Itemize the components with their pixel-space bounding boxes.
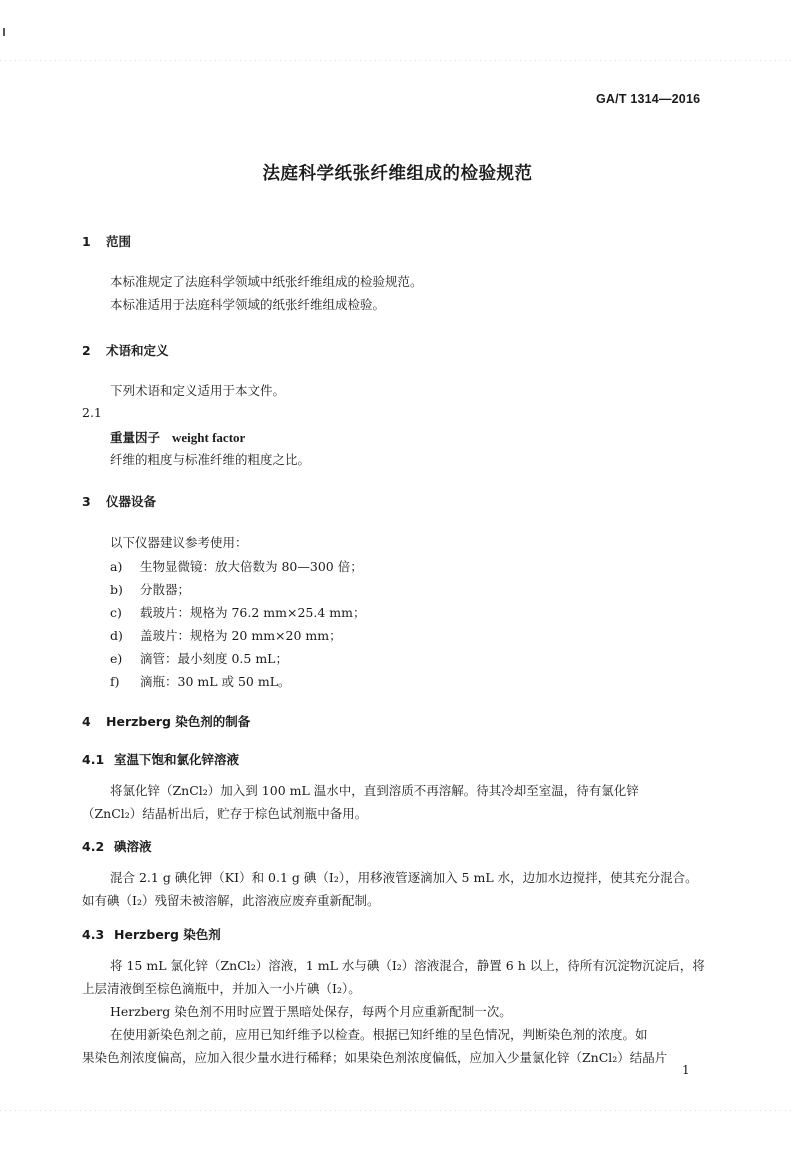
- list-marker: a): [110, 559, 123, 574]
- list-item: [110, 649, 288, 667]
- subsection-title: 碘溶液: [114, 839, 152, 854]
- paragraph-line: 将氯化锌（ZnCl₂）加入到 100 mL 温水中，直到溶质不再溶解。待其冷却至室温，待有氯化锌: [110, 783, 639, 798]
- list-text: 生物显微镜：放大倍数为 80—300 倍；: [140, 559, 363, 574]
- subsection-number: 4.1: [82, 752, 105, 767]
- paragraph-line: 将 15 mL 氯化锌（ZnCl₂）溶液，1 mL 水与碘（I₂）溶液混合，静置 6 h 以上，待所有沉淀物沉淀后，将: [110, 958, 705, 973]
- paragraph-line: 在使用新染色剂之前，应用已知纤维予以检查。根据已知纤维的呈色情况，判断染色剂的浓度。如: [110, 1027, 648, 1042]
- list-item: [110, 580, 190, 598]
- section-title: 术语和定义: [106, 343, 169, 358]
- paragraph-line: 上层清液倒至棕色滴瓶中，并加入一小片碘（I₂）。: [82, 981, 361, 996]
- paragraph-line: 本标准规定了法庭科学领域中纸张纤维组成的检验规范。: [110, 274, 423, 289]
- section-title: 范围: [106, 234, 132, 249]
- standard-code: GA/T 1314—2016: [596, 92, 701, 106]
- subsection-heading-4-3: [82, 925, 221, 943]
- section-number: 1: [82, 234, 91, 249]
- list-item: [110, 626, 342, 644]
- scan-noise-line: [0, 1110, 795, 1111]
- page-number: 1: [682, 1063, 690, 1077]
- section-number: 4: [82, 714, 91, 729]
- term-number: 2.1: [82, 405, 102, 420]
- section-heading-4: [82, 712, 250, 730]
- subsection-title: 室温下饱和氯化锌溶液: [114, 752, 240, 767]
- subsection-number: 4.3: [82, 927, 105, 942]
- paragraph-line: 本标准适用于法庭科学领域的纸张纤维组成检验。: [110, 297, 386, 312]
- section-heading-1: [82, 232, 131, 250]
- list-text: 盖玻片：规格为 20 mm×20 mm；: [140, 628, 342, 643]
- list-item: [110, 672, 291, 690]
- section-number: 2: [82, 343, 91, 358]
- list-marker: f): [110, 674, 120, 689]
- section-title: Herzberg 染色剂的制备: [106, 714, 251, 729]
- term-definition: 纤维的粗度与标准纤维的粗度之比。: [110, 452, 311, 467]
- paragraph-line: 果染色剂浓度偏高，应加入很少量水进行稀释；如果染色剂浓度偏低，应加入少量氯化锌（ZnCl₂）结晶片: [82, 1050, 668, 1065]
- paragraph-line: 混合 2.1 g 碘化钾（KI）和 0.1 g 碘（I₂），用移液管逐滴加入 5 mL 水，边加水边搅拌，使其充分混合。: [110, 870, 698, 885]
- paragraph-line: 以下仪器建议参考使用：: [110, 535, 248, 550]
- term-cn: 重量因子: [110, 430, 161, 445]
- list-item: [110, 603, 365, 621]
- list-text: 分散器；: [140, 582, 191, 597]
- subsection-heading-4-1: [82, 750, 239, 768]
- list-marker: b): [110, 582, 123, 597]
- subsection-title: Herzberg 染色剂: [114, 927, 221, 942]
- term-en: weight factor: [172, 430, 246, 445]
- term-entry: [110, 428, 245, 446]
- list-marker: c): [110, 605, 122, 620]
- section-heading-3: [82, 492, 156, 510]
- list-text: 滴管：最小刻度 0.5 mL；: [140, 651, 288, 666]
- list-marker: d): [110, 628, 123, 643]
- section-title: 仪器设备: [106, 494, 157, 509]
- scan-edge-mark: [3, 28, 5, 36]
- subsection-heading-4-2: [82, 837, 152, 855]
- section-heading-2: [82, 341, 169, 359]
- subsection-number: 4.2: [82, 839, 105, 854]
- paragraph-line: （ZnCl₂）结晶析出后，贮存于棕色试剂瓶中备用。: [82, 806, 368, 821]
- paragraph-line: 下列术语和定义适用于本文件。: [110, 383, 286, 398]
- list-marker: e): [110, 651, 123, 666]
- list-text: 载玻片：规格为 76.2 mm×25.4 mm；: [140, 605, 366, 620]
- list-text: 滴瓶：30 mL 或 50 mL。: [140, 674, 291, 689]
- scan-noise-line: [0, 60, 795, 61]
- paragraph-line: 如有碘（I₂）残留未被溶解，此溶液应废弃重新配制。: [82, 893, 380, 908]
- paragraph-line: Herzberg 染色剂不用时应置于黑暗处保存，每两个月应重新配制一次。: [110, 1004, 512, 1019]
- list-item: [110, 557, 363, 575]
- document-title: 法庭科学纸张纤维组成的检验规范: [262, 164, 533, 184]
- section-number: 3: [82, 494, 91, 509]
